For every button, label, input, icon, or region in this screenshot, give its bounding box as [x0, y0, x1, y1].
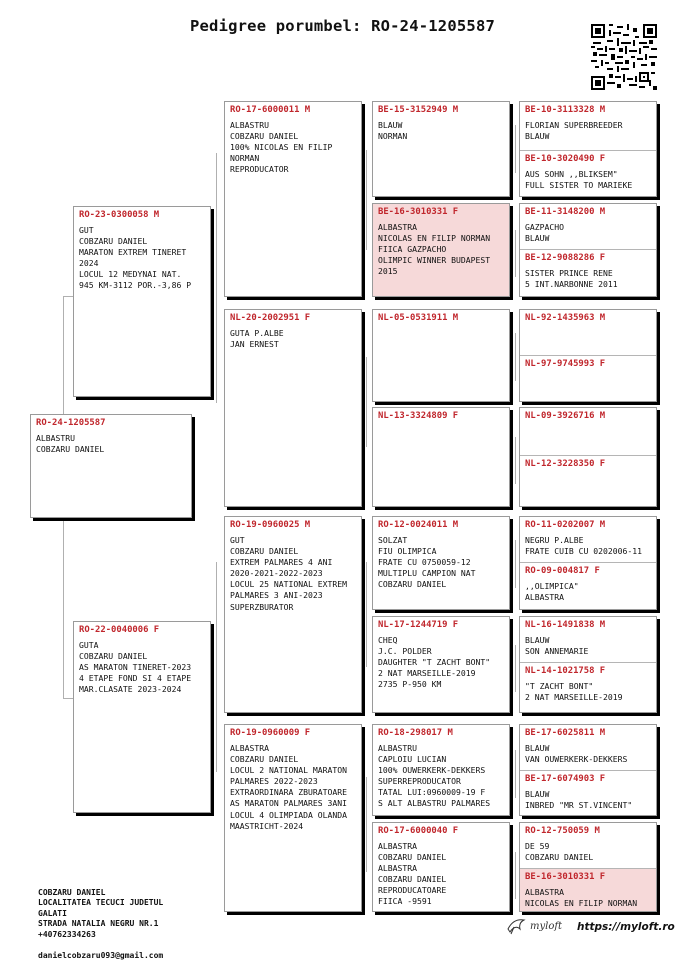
connector-line: [63, 296, 73, 297]
pigeon-info: CHEQ J.C. POLDER DAUGHTER "T ZACHT BONT" 2 NAT MARSEILLE-2019 2735 P-950 KM: [378, 635, 491, 690]
ancestor-pair-g4: [519, 616, 657, 713]
pigeon-info: GUTA COBZARU DANIEL AS MARATON TINERET-2023 4 ETAPE FOND SI 4 ETAPE MAR.CLASATE 2023-2024: [79, 640, 192, 695]
grandparent-card[interactable]: [224, 101, 362, 297]
ancestor-cell-g4[interactable]: [520, 249, 656, 296]
pigeon-info: GAZPACHO BLAUW: [525, 222, 564, 244]
ancestor-card-g3[interactable]: [372, 616, 510, 713]
pigeon-info: BLAUW NORMAN: [378, 120, 408, 142]
pigeon-info: ALBASTRA COBZARU DANIEL LOCUL 2 NATIONAL MARATON PALMARES 2022-2023 EXTRAORDINARA ZBURATOARE AS MARATON PALMARES 3ANI LOCUL 4 OLIMPIADA OLANDA MAASTRICHT-2024: [230, 743, 347, 831]
ring-number: RO-19-0960025 M: [230, 520, 311, 530]
pigeon-info: ,,OLIMPICA" ALBASTRA: [525, 581, 579, 603]
ancestor-cell-g4[interactable]: [520, 617, 656, 662]
sire-card[interactable]: [73, 206, 211, 397]
pigeon-info: GUT COBZARU DANIEL EXTREM PALMARES 4 ANI 2020-2021-2022-2023 LOCUL 25 NATIONAL EXTREM PALMARES 3 ANI-2023 SUPERZBURATOR: [230, 535, 347, 612]
connector-line: [63, 518, 64, 698]
connector-line: [216, 153, 217, 403]
ancestor-card-g3[interactable]: [372, 203, 510, 297]
pigeon-info: ALBASTRA NICOLAS EN FILIP NORMAN: [525, 887, 638, 909]
ancestor-card-g3[interactable]: [372, 822, 510, 912]
ring-number: RO-12-0024011 M: [378, 520, 459, 530]
connector-line: [366, 150, 367, 250]
pigeon-info: GUTA P.ALBE JAN ERNEST: [230, 328, 284, 350]
connector-line: [515, 645, 516, 692]
owner-email[interactable]: danielcobzaru093@gmail.com: [38, 950, 164, 960]
ancestor-cell-g4[interactable]: [520, 662, 656, 712]
ancestor-cell-g4[interactable]: [520, 310, 656, 355]
connector-line: [515, 230, 516, 277]
connector-line: [63, 296, 64, 414]
logo-text: myloft: [530, 920, 563, 932]
ring-number: BE-11-3148200 M: [525, 207, 606, 217]
ancestor-cell-g4[interactable]: [520, 770, 656, 815]
ring-number: RO-09-004817 F: [525, 566, 600, 576]
ancestor-card-g3[interactable]: [372, 516, 510, 610]
ring-number: BE-16-3010331 F: [378, 207, 459, 217]
connector-line: [515, 333, 516, 381]
ancestor-cell-g4[interactable]: [520, 725, 656, 770]
ring-number: RO-24-1205587: [36, 418, 106, 428]
connector-line: [515, 540, 516, 588]
ring-number: NL-12-3228350 F: [525, 459, 606, 469]
pigeon-info: DE 59 COBZARU DANIEL: [525, 841, 594, 863]
ring-number: NL-14-1021758 F: [525, 666, 606, 676]
ring-number: NL-20-2002951 F: [230, 313, 311, 323]
ring-number: RO-17-6000011 M: [230, 105, 311, 115]
ring-number: RO-11-0202007 M: [525, 520, 606, 530]
ring-number: RO-17-6000040 F: [378, 826, 459, 836]
pigeon-info: ALBASTRU COBZARU DANIEL 100% NICOLAS EN FILIP NORMAN REPRODUCATOR: [230, 120, 333, 175]
ring-number: BE-10-3113328 M: [525, 105, 606, 115]
ring-number: NL-17-1244719 F: [378, 620, 459, 630]
pigeon-info: NEGRU P.ALBE FRATE CUIB CU 0202006-11: [525, 535, 642, 557]
connector-line: [63, 698, 73, 699]
connector-line: [515, 125, 516, 173]
ring-number: NL-92-1435963 M: [525, 313, 606, 323]
ancestor-cell-g4[interactable]: [520, 204, 656, 249]
ring-number: RO-22-0040006 F: [79, 625, 160, 635]
ring-number: RO-23-0300058 M: [79, 210, 160, 220]
ring-number: BE-17-6025811 M: [525, 728, 606, 738]
connector-line: [515, 750, 516, 798]
ancestor-cell-g4[interactable]: [520, 517, 656, 562]
ring-number: BE-10-3020490 F: [525, 154, 606, 164]
ring-number: NL-09-3926716 M: [525, 411, 606, 421]
ancestor-cell-g4[interactable]: [520, 355, 656, 401]
ring-number: NL-13-3324809 F: [378, 411, 459, 421]
ring-number: BE-16-3010331 F: [525, 872, 606, 882]
connector-line: [366, 357, 367, 447]
pigeon-info: GUT COBZARU DANIEL MARATON EXTREM TINERET 2024 LOCUL 12 MEDYNAI NAT. 945 KM-3112 POR.-3,86 P: [79, 225, 192, 291]
ancestor-cell-g4[interactable]: [520, 823, 656, 868]
ring-number: NL-16-1491838 M: [525, 620, 606, 630]
ancestor-pair-g4: [519, 407, 657, 507]
pigeon-info: BLAUW SON ANNEMARIE: [525, 635, 589, 657]
pigeon-info: ALBASTRA COBZARU DANIEL ALBASTRA COBZARU DANIEL REPRODUCATOARE FIICA -9591: [378, 841, 447, 907]
myloft-logo: [506, 917, 562, 935]
pigeon-info: ALBASTRU COBZARU DANIEL: [36, 433, 105, 455]
ancestor-cell-g4[interactable]: [520, 562, 656, 609]
ancestor-cell-g4[interactable]: [520, 102, 656, 150]
connector-line: [515, 852, 516, 899]
subject-pigeon-card[interactable]: [30, 414, 192, 518]
ancestor-pair-g4: [519, 822, 657, 912]
ring-number: RO-18-298017 M: [378, 728, 453, 738]
pigeon-info: "T ZACHT BONT" 2 NAT MARSEILLE-2019: [525, 681, 623, 703]
ancestor-pair-g4: [519, 309, 657, 402]
ring-number: RO-12-750059 M: [525, 826, 600, 836]
connector-line: [216, 562, 217, 772]
ancestor-pair-g4: [519, 101, 657, 197]
ancestor-card-g3[interactable]: [372, 309, 510, 402]
pigeon-info: ALBASTRA NICOLAS EN FILIP NORMAN FIICA GAZPACHO OLIMPIC WINNER BUDAPEST 2015: [378, 222, 491, 277]
ring-number: BE-12-9088286 F: [525, 253, 606, 263]
ancestor-cell-g4[interactable]: [520, 408, 656, 455]
ancestor-card-g3[interactable]: [372, 724, 510, 816]
ring-number: NL-97-9745993 F: [525, 359, 606, 369]
ancestor-cell-g4[interactable]: [520, 868, 656, 911]
owner-address: COBZARU DANIEL LOCALITATEA TECUCI JUDETUL GALATI STRADA NATALIA NEGRU NR.1 +40762334263: [38, 887, 164, 939]
ancestor-card-g3[interactable]: [372, 101, 510, 197]
ancestor-pair-g4: [519, 724, 657, 816]
ancestor-pair-g4: [519, 516, 657, 610]
grandparent-card[interactable]: [224, 724, 362, 912]
pigeon-info: SISTER PRINCE RENE 5 INT.NARBONNE 2011: [525, 268, 618, 290]
ancestor-pair-g4: [519, 203, 657, 297]
grandparent-card[interactable]: [224, 516, 362, 713]
pigeon-info: BLAUW VAN OUWERKERK-DEKKERS: [525, 743, 628, 765]
pigeon-info: AUS SOHN ,,BLIKSEM" FULL SISTER TO MARIEKE: [525, 169, 633, 191]
ancestor-cell-g4[interactable]: [520, 455, 656, 506]
pigeon-info: ALBASTRU CAPLOIU LUCIAN 100% OUWERKERK-DEKKERS SUPERREPRODUCATOR TATAL LUI:0960009-19 F S ALT ALBASTRU PALMARES: [378, 743, 491, 809]
ring-number: BE-17-6074903 F: [525, 774, 606, 784]
ring-number: BE-15-3152949 M: [378, 105, 459, 115]
grandparent-card[interactable]: [224, 309, 362, 507]
pigeon-info: SOLZAT FIU OLIMPICA FRATE CU 0750059-12 MULTIPLU CAMPION NAT COBZARU DANIEL: [378, 535, 476, 590]
connector-line: [515, 437, 516, 484]
ancestor-card-g3[interactable]: [372, 407, 510, 507]
page-title: Pedigree porumbel: RO-24-1205587: [189, 17, 496, 35]
pigeon-info: BLAUW INBRED "MR ST.VINCENT": [525, 789, 633, 811]
ancestor-cell-g4[interactable]: [520, 150, 656, 196]
myloft-pigeon-logo-icon: [506, 917, 528, 935]
dam-card[interactable]: [73, 621, 211, 813]
ring-number: RO-19-0960009 F: [230, 728, 311, 738]
connector-line: [366, 562, 367, 667]
connector-line: [366, 777, 367, 872]
owner-contact: [38, 877, 163, 972]
qr-code-icon: [591, 24, 657, 90]
website-link[interactable]: https://myloft.ro: [577, 921, 675, 933]
pigeon-info: FLORIAN SUPERBREEDER BLAUW: [525, 120, 623, 142]
ring-number: NL-05-0531911 M: [378, 313, 459, 323]
